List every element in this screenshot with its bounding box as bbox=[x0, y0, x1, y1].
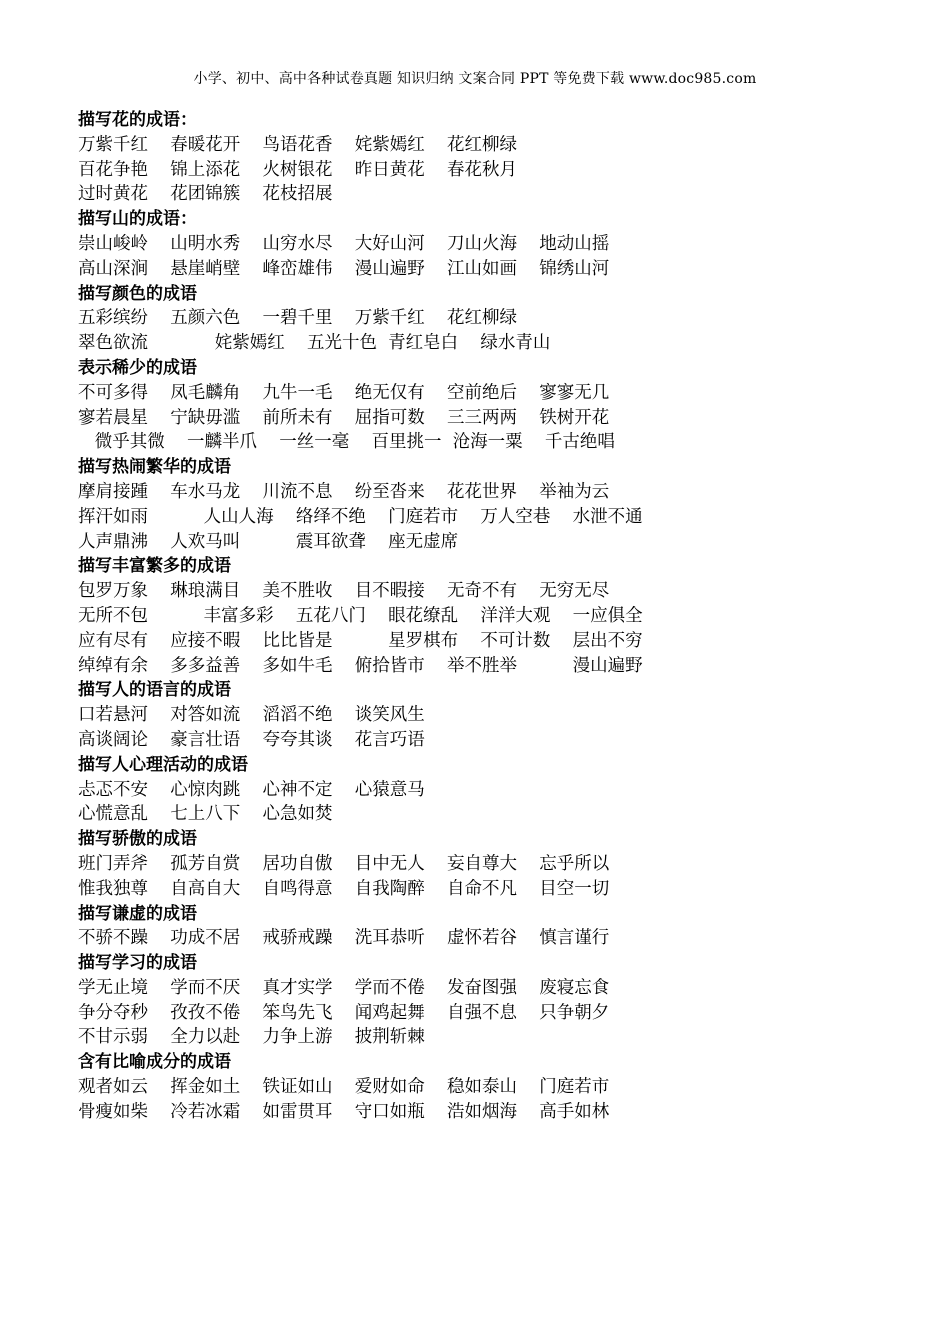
idiom-line: 过时黄花 花团锦簇 花枝招展 bbox=[78, 184, 333, 205]
section-heading: 描写学习的成语 bbox=[78, 953, 197, 974]
idiom-line: 应有尽有 应接不暇 比比皆是 星罗棋布 不可计数 层出不穷 bbox=[78, 630, 643, 651]
idiom-line: 班门弄斧 孤芳自赏 居功自傲 目中无人 妄自尊大 忘乎所以 bbox=[78, 853, 610, 874]
idiom-section bbox=[78, 951, 898, 1050]
page-header: 小学、初中、高中各种试卷真题 知识归纳 文案合同 PPT 等免费下载 www.doc985.com bbox=[193, 71, 757, 87]
idiom-line: 包罗万象 琳琅满目 美不胜收 目不暇接 无奇不有 无穷无尽 bbox=[78, 581, 610, 602]
idiom-line: 五彩缤纷 五颜六色 一碧千里 万紫千红 花红柳绿 bbox=[78, 308, 518, 329]
section-heading: 表示稀少的成语 bbox=[78, 357, 197, 378]
idiom-section bbox=[78, 207, 898, 281]
section-heading: 描写骄傲的成语 bbox=[78, 829, 197, 850]
idiom-line: 骨瘦如柴 冷若冰霜 如雷贯耳 守口如瓶 浩如烟海 高手如林 bbox=[78, 1101, 610, 1122]
idiom-line: 摩肩接踵 车水马龙 川流不息 纷至沓来 花花世界 举袖为云 bbox=[78, 481, 610, 502]
idiom-line: 心慌意乱 七上八下 心急如焚 bbox=[78, 804, 333, 825]
idiom-line: 百花争艳 锦上添花 火树银花 昨日黄花 春花秋月 bbox=[78, 159, 518, 180]
idiom-line: 崇山峻岭 山明水秀 山穷水尽 大好山河 刀山火海 地动山摇 bbox=[78, 233, 610, 254]
idiom-line: 高山深涧 悬崖峭壁 峰峦雄伟 漫山遍野 江山如画 锦绣山河 bbox=[78, 258, 610, 279]
idiom-section bbox=[78, 356, 898, 455]
idiom-line: 争分夺秒 孜孜不倦 笨鸟先飞 闻鸡起舞 自强不息 只争朝夕 bbox=[78, 1002, 610, 1023]
idiom-line: 微乎其微 一麟半爪 一丝一毫 百里挑一 沧海一粟 千古绝唱 bbox=[78, 432, 615, 453]
idiom-line: 忐忑不安 心惊肉跳 心神不定 心猿意马 bbox=[78, 779, 425, 800]
section-heading: 描写人心理活动的成语 bbox=[78, 754, 248, 775]
section-heading: 描写山的成语： bbox=[78, 209, 197, 230]
idiom-section bbox=[78, 282, 898, 356]
idiom-line: 寥若晨星 宁缺毋滥 前所未有 屈指可数 三三两两 铁树开花 bbox=[78, 407, 610, 428]
idiom-line: 人声鼎沸 人欢马叫 震耳欲聋 座无虚席 bbox=[78, 531, 459, 552]
section-heading: 描写谦虚的成语 bbox=[78, 903, 197, 924]
idiom-line: 万紫千红 春暖花开 鸟语花香 姹紫嫣红 花红柳绿 bbox=[78, 134, 518, 155]
idiom-line: 不甘示弱 全力以赴 力争上游 披荆斩棘 bbox=[78, 1027, 425, 1048]
idiom-line: 学无止境 学而不厌 真才实学 学而不倦 发奋图强 废寝忘食 bbox=[78, 977, 610, 998]
idiom-section bbox=[78, 753, 898, 827]
section-heading: 含有比喻成分的成语 bbox=[78, 1052, 231, 1073]
idiom-line: 高谈阔论 豪言壮语 夸夸其谈 花言巧语 bbox=[78, 729, 425, 750]
idiom-line: 不骄不躁 功成不居 戒骄戒躁 洗耳恭听 虚怀若谷 慎言谨行 bbox=[78, 928, 610, 949]
idiom-section bbox=[78, 108, 898, 207]
idiom-section bbox=[78, 554, 898, 678]
idiom-line: 不可多得 凤毛麟角 九牛一毛 绝无仅有 空前绝后 寥寥无几 bbox=[78, 382, 610, 403]
idiom-line: 翠色欲流 姹紫嫣红 五光十色 青红皂白 绿水青山 bbox=[78, 333, 551, 354]
idiom-section bbox=[78, 678, 898, 752]
idiom-line: 绰绰有余 多多益善 多如牛毛 俯拾皆市 举不胜举 漫山遍野 bbox=[78, 655, 643, 676]
section-heading: 描写颜色的成语 bbox=[78, 283, 197, 304]
idiom-line: 无所不包 丰富多彩 五花八门 眼花缭乱 洋洋大观 一应俱全 bbox=[78, 605, 643, 626]
idiom-line: 挥汗如雨 人山人海 络绎不绝 门庭若市 万人空巷 水泄不通 bbox=[78, 506, 643, 527]
idiom-list bbox=[78, 108, 898, 1125]
section-heading: 描写花的成语： bbox=[78, 110, 197, 130]
idiom-section bbox=[78, 827, 898, 901]
idiom-line: 惟我独尊 自高自大 自鸣得意 自我陶醉 自命不凡 目空一切 bbox=[78, 878, 610, 899]
idiom-line: 观者如云 挥金如土 铁证如山 爱财如命 稳如泰山 门庭若市 bbox=[78, 1077, 610, 1098]
section-heading: 描写丰富繁多的成语 bbox=[78, 556, 231, 577]
idiom-section bbox=[78, 455, 898, 554]
section-heading: 描写人的语言的成语 bbox=[78, 680, 231, 701]
idiom-section bbox=[78, 902, 898, 952]
idiom-line: 口若悬河 对答如流 滔滔不绝 谈笑风生 bbox=[78, 705, 425, 726]
section-heading: 描写热闹繁华的成语 bbox=[78, 457, 231, 478]
idiom-section bbox=[78, 1050, 898, 1124]
